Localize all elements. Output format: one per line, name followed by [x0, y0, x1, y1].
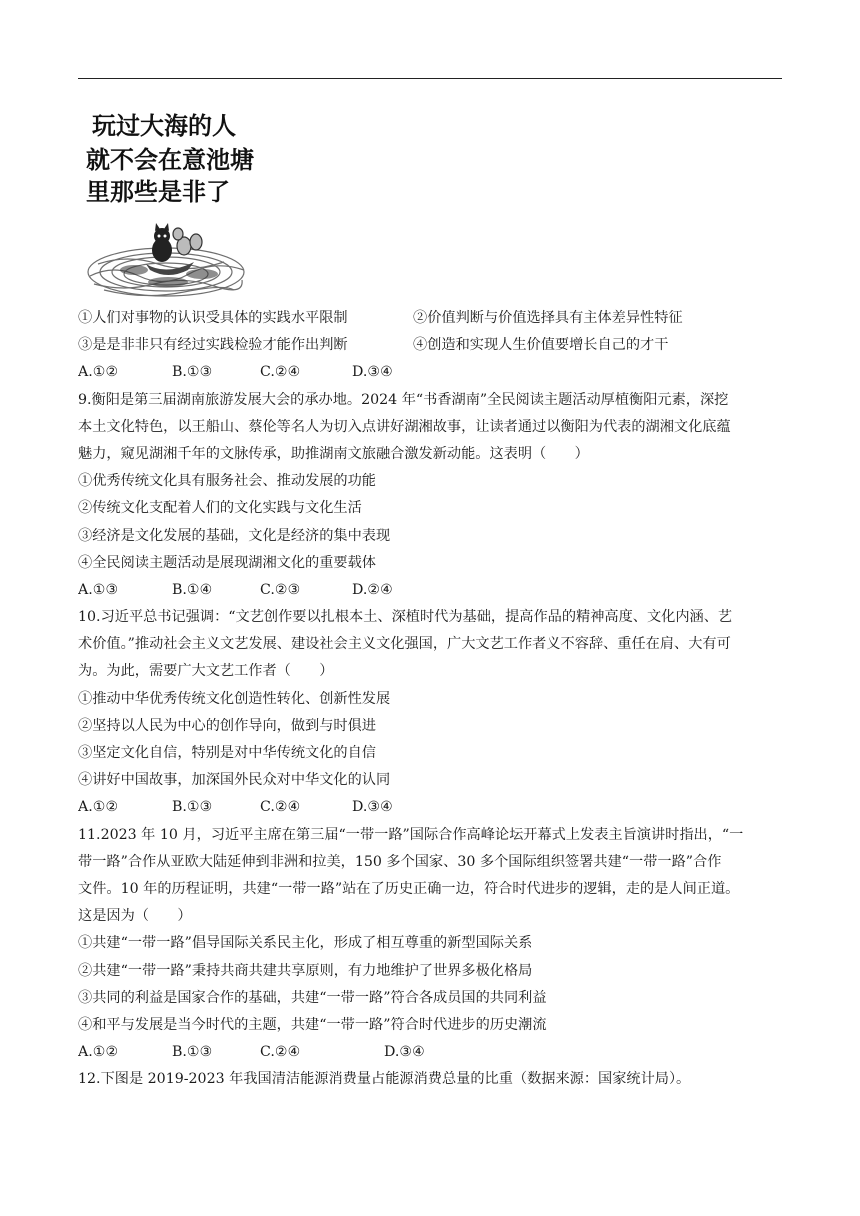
q9-statement-2: ②传统文化支配着人们的文化实践与文化生活: [78, 500, 362, 517]
q10-option-a: A.①②: [78, 799, 119, 816]
q12-stem-line-1: 12.下图是 2019-2023 年我国清洁能源消费量占能源消费总量的比重（数据来源：国家统计局）。: [78, 1071, 691, 1088]
q11-statement-2: ②共建“一带一路”秉持共商共建共享原则，有力地维护了世界多极化格局: [78, 962, 533, 979]
q8-statement-2: ②价值判断与价值选择具有主体差异性特征: [413, 310, 683, 326]
q9-option-c: C.②③: [260, 581, 301, 598]
q11-statement-3: ③共同的利益是国家合作的基础，共建“一带一路”符合各成员国的共同利益: [78, 989, 547, 1006]
q10-option-d: D.③④: [352, 799, 393, 816]
q11-statement-4: ④和平与发展是当今时代的主题，共建“一带一路”符合时代进步的历史潮流: [78, 1016, 547, 1033]
q9-stem-line-3: 魅力，窥见湖湘千年的文脉传承，助推湖南文旅融合激发新动能。这表明（ ）: [78, 445, 589, 462]
q11-stem-line-2: 带一路”合作从亚欧大陆延伸到非洲和拉美，150 多个国家、30 多个国际组织签署共建“一带一路”合作: [78, 853, 722, 870]
q9-stem-line-2: 本土文化特色，以王船山、蔡伦等名人为切入点讲好湖湘故事，让读者通过以衡阳为代表的湖湘文化底蕴: [78, 418, 731, 435]
q9-statement-1: ①优秀传统文化具有服务社会、推动发展的功能: [78, 473, 376, 490]
q8-option-b: B.①③: [172, 364, 213, 381]
q9-stem-line-1: 9.衡阳是第三届湖南旅游发展大会的承办地。2024 年“书香湖南”全民阅读主题活动厚植衡阳元素，深挖: [78, 391, 729, 408]
q11-options: [78, 1039, 786, 1066]
q11-option-a: A.①②: [78, 1044, 119, 1061]
q8-statement-row-2: [78, 332, 786, 359]
q11-stem-line-3: 文件。10 年的历程证明，共建“一带一路”站在了历史正确一边，符合时代进步的逻辑，走的是人间正道。: [78, 880, 740, 897]
image-text-line-2: 就不会在意池塘: [86, 146, 254, 174]
q10-statement-2: ②坚持以人民为中心的创作导向，做到与时俱进: [78, 717, 376, 734]
q10-option-c: C.②④: [260, 799, 301, 816]
q10-stem-line-3: 为。为此，需要广大文艺工作者（ ）: [78, 663, 334, 680]
image-text-line-1: 玩过大海的人: [92, 112, 236, 140]
q10-option-b: B.①③: [172, 799, 213, 816]
q10-stem-line-1: 10.习近平总书记强调：“文艺创作要以扎根本土、深植时代为基础，提高作品的精神高度、文化内涵、艺: [78, 609, 733, 626]
q10-statement-1: ①推动中华优秀传统文化创造性转化、创新性发展: [78, 690, 391, 707]
q10-stem-line-2: 术价值。”推动社会主义文艺发展、建设社会主义文化强国，广大文艺工作者义不容辞、重任在肩、大有可: [78, 636, 731, 653]
q11-statement-1: ①共建“一带一路”倡导国际关系民主化，形成了相互尊重的新型国际关系: [78, 935, 533, 952]
cartoon-boat-image: [84, 104, 254, 302]
q8-option-d: D.③④: [352, 364, 393, 381]
q9-option-a: A.①③: [78, 581, 119, 598]
q9-statement-4: ④全民阅读主题活动是展现湖湘文化的重要载体: [78, 554, 376, 571]
q11-option-b: B.①③: [172, 1044, 213, 1061]
q11-option-d: D.③④: [384, 1044, 425, 1061]
q9-options: [78, 577, 786, 604]
cartoon-illustration: [84, 104, 254, 302]
header-rule: [78, 78, 782, 79]
q10-statement-3: ③坚定文化自信，特别是对中华传统文化的自信: [78, 745, 376, 761]
q10-statement-4: ④讲好中国故事，加深国外民众对中华文化的认同: [78, 772, 391, 789]
q10-options: [78, 794, 786, 821]
q11-stem-line-1: 11.2023 年 10 月，习近平主席在第三届“一带一路”国际合作高峰论坛开幕式上发表主旨演讲时指出，“一: [78, 826, 744, 843]
image-text-line-3: 里那些是非了: [86, 178, 230, 206]
q8-statement-1: ①人们对事物的认识受具体的实践水平限制: [78, 310, 348, 326]
q9-option-d: D.②④: [352, 581, 393, 598]
exam-content: [78, 305, 786, 1093]
q9-statement-3: ③经济是文化发展的基础，文化是经济的集中表现: [78, 527, 391, 544]
q8-option-c: C.②④: [260, 364, 301, 381]
q11-option-c: C.②④: [260, 1044, 301, 1061]
q9-option-b: B.①④: [172, 581, 213, 598]
q8-options: [78, 359, 786, 386]
q8-statement-4: ④创造和实现人生价值要增长自己的才干: [413, 337, 669, 354]
q8-option-a: A.①②: [78, 364, 119, 381]
q8-statement-3: ③是是非非只有经过实践检验才能作出判断: [78, 337, 348, 354]
q11-stem-line-4: 这是因为（ ）: [78, 908, 192, 925]
q8-statement-row-1: [78, 305, 786, 332]
